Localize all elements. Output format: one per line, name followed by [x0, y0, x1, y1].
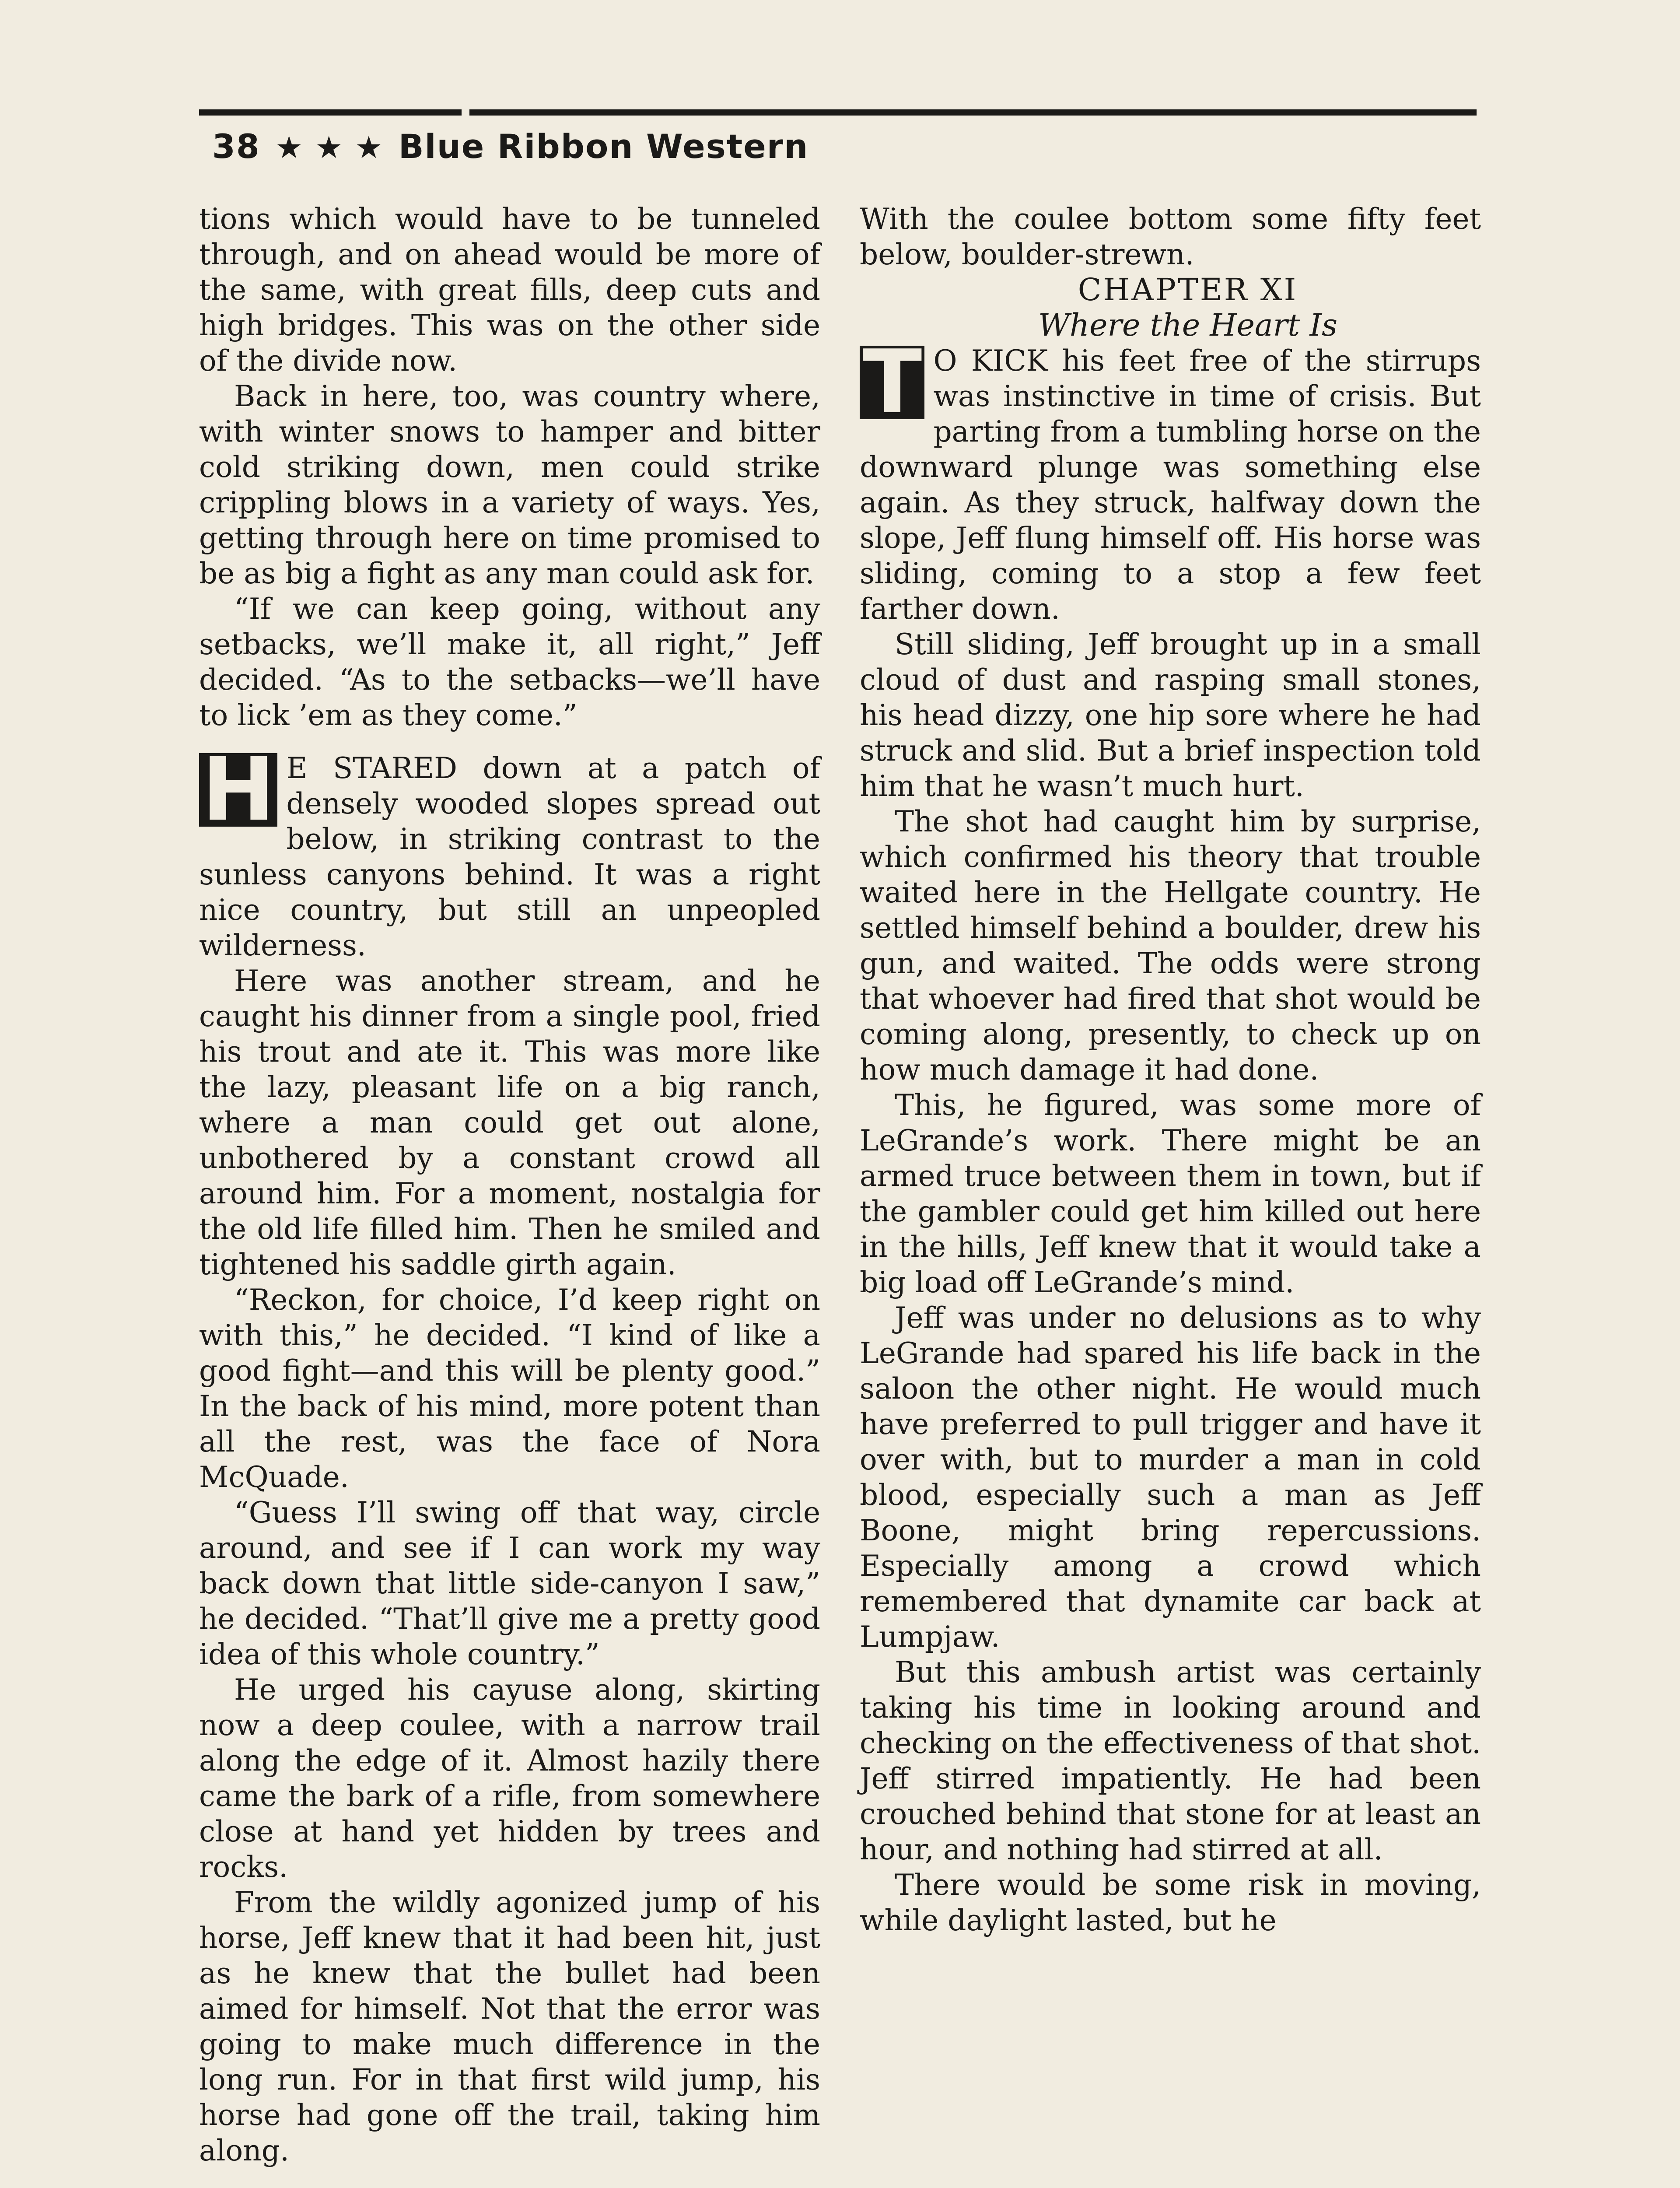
- paragraph-dropcap: [199, 739, 820, 963]
- paragraph: “Reckon, for choice, I’d keep right on with this,” he decided. “I kind of like a good fight—and this will be plenty good.” In the back of his mind, more potent than all the rest, was the face of Nora McQuade.: [199, 1283, 820, 1494]
- paragraph: Here was another stream, and he caught his dinner from a single pool, fried his trout and ate it. This was more like the lazy, pleasant life on a big ranch, where a man could get out alone, unbothered by a constant crowd all around him. For a moment, nostalgia for the old life filled him. Then he smiled and tightened his saddle girth again.: [199, 964, 820, 1281]
- right-column: [860, 201, 1481, 1938]
- left-column: [199, 201, 820, 2168]
- paragraph: Still sliding, Jeff brought up in a small cloud of dust and rasping small stones, his head dizzy, one hip sore where he had struck and slid. But a brief inspection told him that he wasn’t much hurt.: [860, 628, 1481, 803]
- paragraph-text: E STARED down at a patch of densely wooded slopes spread out below, in striking contrast to the sunless canyons behind. It was a right nice country, but still an unpeopled wilderness.: [199, 751, 820, 962]
- paragraph: “Guess I’ll swing off that way, circle around, and see if I can work my way back down that little side-canyon I saw,” he decided. “That’ll give me a pretty good idea of this whole country.”: [199, 1496, 820, 1671]
- star-ornaments-icon: ★ ★ ★: [275, 130, 384, 165]
- chapter-title: Where the Heart Is: [1038, 307, 1338, 343]
- paragraph: Back in here, too, was country where, with winter snows to hamper and bitter cold striking down, men could strike crippling blows in a variety of ways. Yes, getting through here on time promised to be as big a fight as any man could ask for.: [199, 379, 820, 590]
- header-rule: [199, 109, 1477, 116]
- paragraph: But this ambush artist was certainly taking his time in looking around and checking on the effectiveness of that shot. Jeff stirred impatiently. He had been crouched behind that stone for at least an hour, and nothing had stirred at all.: [860, 1655, 1481, 1866]
- page-number: 38: [212, 127, 260, 166]
- paragraph: The shot had caught him by surprise, which confirmed his theory that trouble waited here in the Hellgate country. He settled himself behind a boulder, drew his gun, and waited. The odds were strong that whoever had fired that shot would be coming along, presently, to check up on how much damage it had done.: [860, 805, 1481, 1087]
- paragraph-text: O KICK his feet free of the stirrups was instinctive in time of crisis. But parting from a tumbling horse on the downward plunge was something else again. As they struck, halfway down the slope, Jeff flung himself off. His horse was sliding, coming to a stop a few feet farther down.: [860, 344, 1481, 626]
- chapter-heading: CHAPTER XI: [1078, 272, 1298, 308]
- paragraph: He urged his cayuse along, skirting now a deep coulee, with a narrow trail along the edge of it. Almost hazily there came the bark of a rifle, from somewhere close at hand yet hidden by trees and rocks.: [199, 1673, 820, 1884]
- magazine-title: Blue Ribbon Western: [398, 127, 809, 166]
- drop-cap: H: [199, 753, 277, 827]
- drop-cap: T: [860, 346, 924, 419]
- paragraph: “If we can keep going, without any setbacks, we’ll make it, all right,” Jeff decided. “As to the setbacks—we’ll have to lick ’em as they come.”: [199, 592, 820, 732]
- paragraph: tions which would have to be tunneled through, and on ahead would be more of the same, with great fills, deep cuts and high bridges. This was on the other side of the divide now.: [199, 202, 820, 378]
- paragraph-dropcap: [860, 331, 1481, 627]
- paragraph: This, he figured, was some more of LeGrande’s work. There might be an armed truce between them in town, but if the gambler could get him killed out here in the hills, Jeff knew that it would take a big load off LeGrande’s mind.: [860, 1088, 1481, 1299]
- paragraph: There would be some risk in moving, while daylight lasted, but he: [860, 1868, 1481, 1937]
- header-rule-gap: [462, 107, 469, 118]
- paragraph: With the coulee bottom some fifty feet below, boulder-strewn.: [860, 202, 1481, 271]
- running-head: [212, 127, 808, 166]
- page-header: [199, 109, 1477, 175]
- paragraph: From the wildly agonized jump of his horse, Jeff knew that it had been hit, just as he knew that the bullet had been aimed for himself. Not that the error was going to make much difference in the long run. For in that first wild jump, his horse had gone off the trail, taking him along.: [199, 1886, 820, 2167]
- paragraph: Jeff was under no delusions as to why LeGrande had spared his life back in the saloon the other night. He would much have preferred to pull trigger and have it over with, but to murder a man in cold blood, especially such a man as Jeff Boone, might bring repercussions. Especially among a crowd which remembered that dynamite car back at Lumpjaw.: [860, 1301, 1481, 1654]
